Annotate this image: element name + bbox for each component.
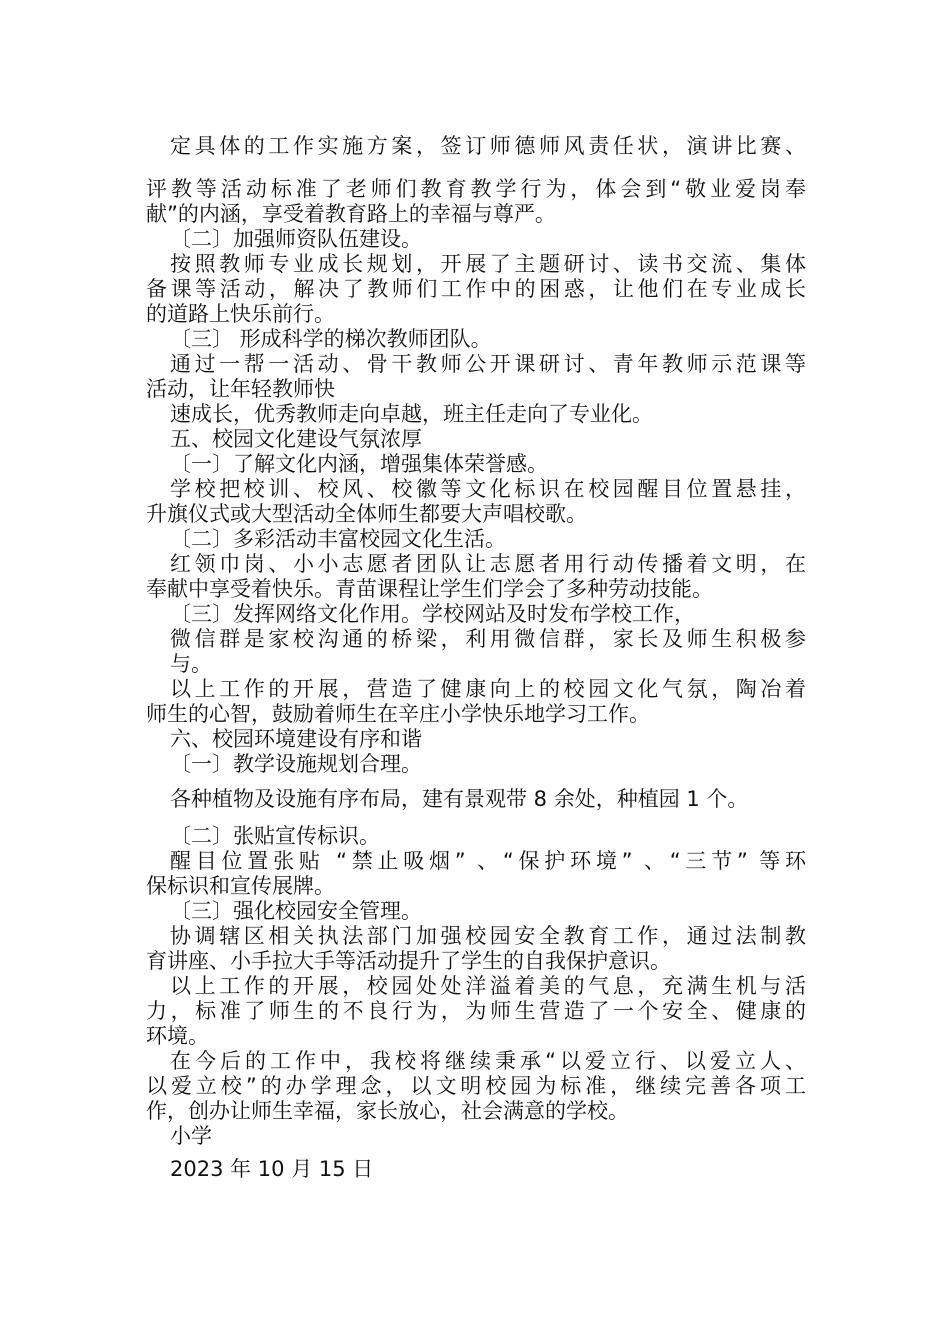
- text-line: 与。: [170, 652, 212, 676]
- section-heading: 〔一〕了解文化内涵，增强集体荣誉感。: [170, 452, 548, 476]
- text-line: 活动，让年轻教师快: [146, 377, 335, 401]
- text-line: 评教等活动标准了老师们教育教学行为，体会到“敬业爱岗奉: [146, 177, 806, 201]
- text-line: 通过一帮一活动、骨干教师公开课研讨、青年教师示范课等: [170, 352, 806, 376]
- text-line: 醒目位置张贴 “禁止吸烟” 、“保护环境” 、“三节” 等环: [170, 849, 806, 873]
- text-line: 以爱立校”的办学理念，以文明校园为标准，继续完善各项工: [146, 1074, 806, 1098]
- text-line: 师生的心智，鼓励着师生在辛庄小学快乐地学习工作。: [146, 702, 650, 726]
- text-line: 力，标准了师生的不良行为，为师生营造了一个安全、健康的: [146, 999, 806, 1023]
- text-line: 献”的内涵，享受着教育路上的幸福与尊严。: [146, 202, 556, 226]
- text-line: 协调辖区相关执法部门加强校园安全教育工作，通过法制教: [170, 924, 806, 948]
- section-heading: 五、校园文化建设气氛浓厚: [170, 427, 422, 451]
- text-line: 学校把校训、校风、校徽等文化标识在校园醒目位置悬挂，: [170, 477, 806, 501]
- school-signature: 小学: [170, 1124, 212, 1148]
- text-line: 速成长，优秀教师走向卓越，班主任走向了专业化。: [170, 402, 653, 426]
- text-line: 按照教师专业成长规划，开展了主题研讨、读书交流、集体: [170, 252, 806, 276]
- text-line: 微信群是家校沟通的桥梁，利用微信群，家长及师生积极参: [170, 627, 806, 651]
- section-heading: 六、校园环境建设有序和谐: [170, 727, 422, 751]
- section-heading: 〔一〕教学设施规划合理。: [170, 752, 422, 776]
- text-line: 以上工作的开展，营造了健康向上的校园文化气氛，陶冶着: [170, 677, 806, 701]
- text-line: 的道路上快乐前行。: [146, 302, 335, 326]
- text-line: 以上工作的开展，校园处处洋溢着美的气息，充满生机与活: [170, 974, 806, 998]
- text-line: 定具体的工作实施方案，签订师德师风责任状，演讲比赛、: [170, 134, 806, 158]
- section-heading: 〔三〕强化校园安全管理。: [170, 899, 422, 923]
- section-heading: 〔三〕发挥网络文化作用。学校网站及时发布学校工作，: [170, 602, 695, 626]
- section-heading: 〔三〕 形成科学的梯次教师团队。: [170, 327, 492, 351]
- text-line: 备课等活动，解决了教师们工作中的困惑，让他们在专业成长: [146, 277, 806, 301]
- document-date: 2023 年 10 月 15 日: [170, 1157, 374, 1181]
- text-line: 育讲座、小手拉大手等活动提升了学生的自我保护意识。: [146, 949, 671, 973]
- text-line: 作，创办让师生幸福，家长放心，社会满意的学校。: [146, 1099, 629, 1123]
- text-line: 保标识和宣传展牌。: [146, 874, 335, 898]
- text-line: 奉献中享受着快乐。青苗课程让学生们学会了多种劳动技能。: [146, 577, 713, 601]
- section-heading: 〔二〕张贴宣传标识。: [170, 824, 380, 848]
- section-heading: 〔二〕多彩活动丰富校园文化生活。: [170, 527, 506, 551]
- text-line: 环境。: [146, 1024, 209, 1048]
- text-line: 升旗仪式或大型活动全体师生都要大声唱校歌。: [146, 502, 587, 526]
- text-line: 各种植物及设施有序布局，建有景观带 8 余处，种植园 1 个。: [170, 787, 749, 811]
- text-line: 在今后的工作中，我校将继续秉承“以爱立行、以爱立人、: [170, 1049, 806, 1073]
- section-heading: 〔二〕加强师资队伍建设。: [170, 227, 422, 251]
- text-line: 红领巾岗、小小志愿者团队让志愿者用行动传播着文明，在: [170, 552, 806, 576]
